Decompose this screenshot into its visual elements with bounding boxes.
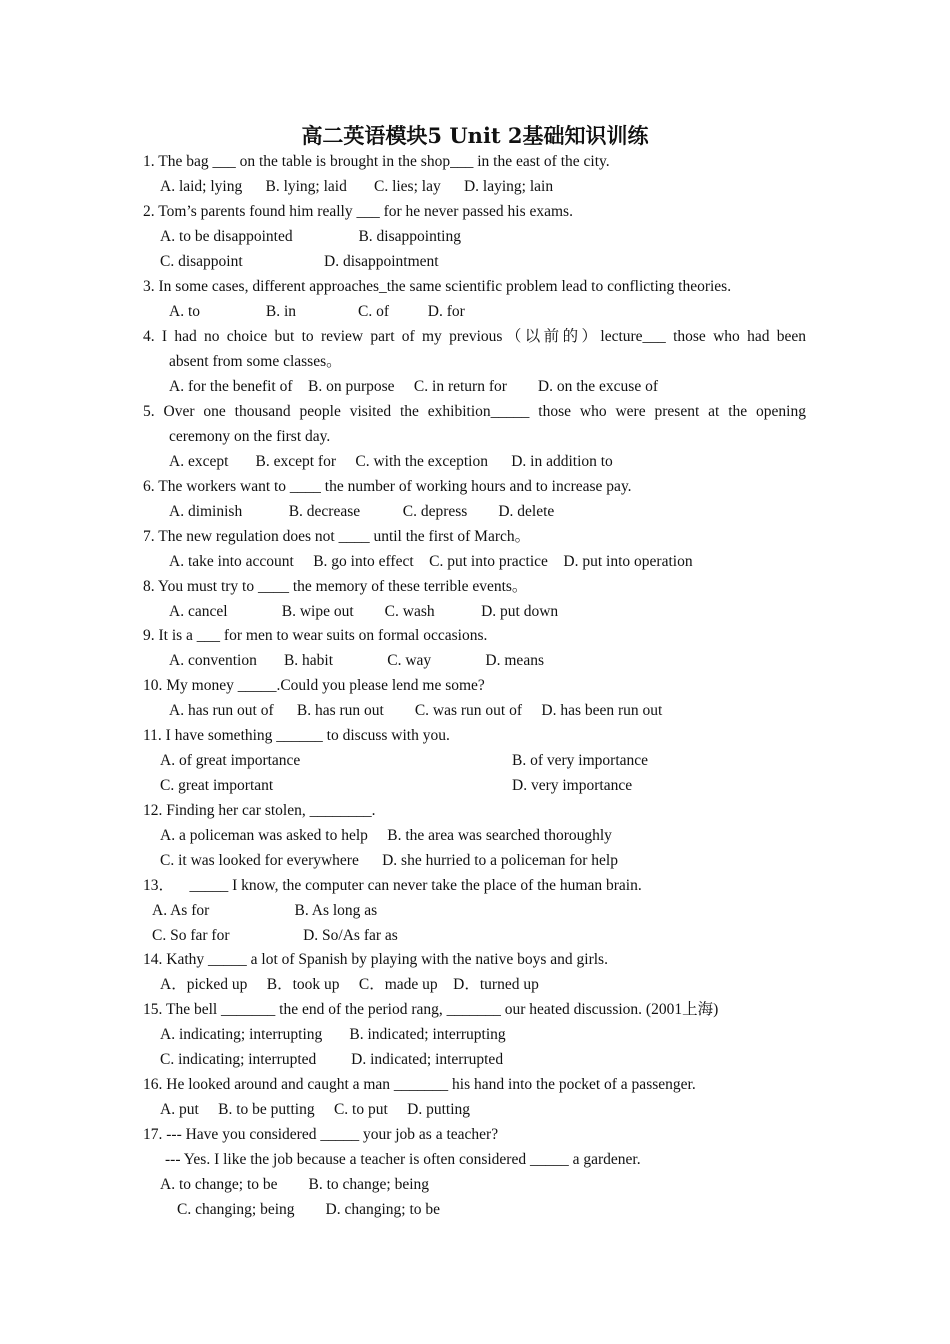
question-14: 14. Kathy _____ a lot of Spanish by playing with the native boys and girls. [143, 951, 608, 968]
question-6-options: A. diminish B. decrease C. depress D. delete [169, 503, 555, 520]
question-10: 10. My money _____.Could you please lend me some? [143, 677, 485, 694]
question-15: 15. The bell _______ the end of the period rang, _______ our heated discussion. (2001上海) [143, 1001, 719, 1018]
question-13: 13． _____ I know, the computer can never take the place of the human brain. [143, 877, 642, 894]
question-12-options-cd: C. it was looked for everywhere D. she hurried to a policeman for help [160, 852, 618, 869]
question-15-options-ab: A. indicating; interrupting B. indicated; interrupting [160, 1026, 506, 1043]
question-17-options-ab: A. to change; to be B. to change; being [160, 1176, 430, 1193]
question-15-options-cd: C. indicating; interrupted D. indicated; interrupted [160, 1051, 504, 1068]
question-9: 9. It is a ___ for men to wear suits on formal occasions. [143, 627, 488, 644]
question-3-options: A. to B. in C. of D. for [169, 303, 465, 320]
question-17: 17. --- Have you considered _____ your job as a teacher? [143, 1126, 499, 1143]
question-12: 12. Finding her car stolen, ________. [143, 802, 376, 819]
question-4-line-1: 4. I had no choice but to review part of my previous（以前的）lecture___ those who had been [143, 328, 806, 345]
question-8-options: A. cancel B. wipe out C. wash D. put down [169, 603, 559, 620]
question-11-option-b: B. of very importance [512, 752, 649, 769]
question-4-line-2: absent from some classes。 [169, 353, 342, 370]
question-13-options-ab: A. As for B. As long as [152, 902, 378, 919]
question-17-reply: --- Yes. I like the job because a teacher is often considered _____ a gardener. [165, 1151, 641, 1168]
question-10-options: A. has run out of B. has run out C. was run out of D. has been run out [169, 702, 663, 719]
question-6: 6. The workers want to ____ the number of working hours and to increase pay. [143, 478, 632, 495]
question-12-options-ab: A. a policeman was asked to help B. the area was searched thoroughly [160, 827, 612, 844]
question-11: 11. I have something ______ to discuss with you. [143, 727, 450, 744]
question-7: 7. The new regulation does not ____ until the first of March。 [143, 528, 531, 545]
question-16: 16. He looked around and caught a man _______ his hand into the pocket of a passenger. [143, 1076, 696, 1093]
question-17-options-cd: C. changing; being D. changing; to be [177, 1201, 441, 1218]
question-1: 1. The bag ___ on the table is brought in the shop___ in the east of the city. [143, 153, 610, 170]
question-11-option-c: C. great important [160, 777, 274, 794]
question-7-options: A. take into account B. go into effect C. put into practice D. put into operation [169, 553, 693, 570]
question-14-options: A．picked up B．took up C．made up D．turned up [160, 976, 539, 993]
question-4-options: A. for the benefit of B. on purpose C. in return for D. on the excuse of [169, 378, 658, 395]
question-16-options: A. put B. to be putting C. to put D. putting [160, 1101, 471, 1118]
question-5-line-2: ceremony on the first day. [169, 428, 331, 445]
question-8: 8. You must try to ____ the memory of these terrible events。 [143, 578, 528, 595]
question-2: 2. Tom’s parents found him really ___ for he never passed his exams. [143, 203, 573, 220]
question-9-options: A. convention B. habit C. way D. means [169, 652, 544, 669]
page-title: 高二英语模块5 Unit 2基础知识训练 [301, 123, 649, 148]
question-13-options-cd: C. So far for D. So/As far as [152, 927, 398, 944]
question-11-option-a: A. of great importance [160, 752, 301, 769]
question-5-options: A. except B. except for C. with the exception D. in addition to [169, 453, 613, 470]
question-2-options-cd: C. disappoint D. disappointment [160, 253, 439, 270]
question-2-options-ab: A. to be disappointed B. disappointing [160, 228, 461, 245]
question-5-line-1: 5. Over one thousand people visited the exhibition_____ those who were present at the opening [143, 403, 806, 420]
question-11-option-d: D. very importance [512, 777, 633, 794]
question-3: 3. In some cases, different approaches_the same scientific problem lead to conflicting theories. [143, 278, 732, 295]
question-1-options: A. laid; lying B. lying; laid C. lies; lay D. laying; lain [160, 178, 554, 195]
